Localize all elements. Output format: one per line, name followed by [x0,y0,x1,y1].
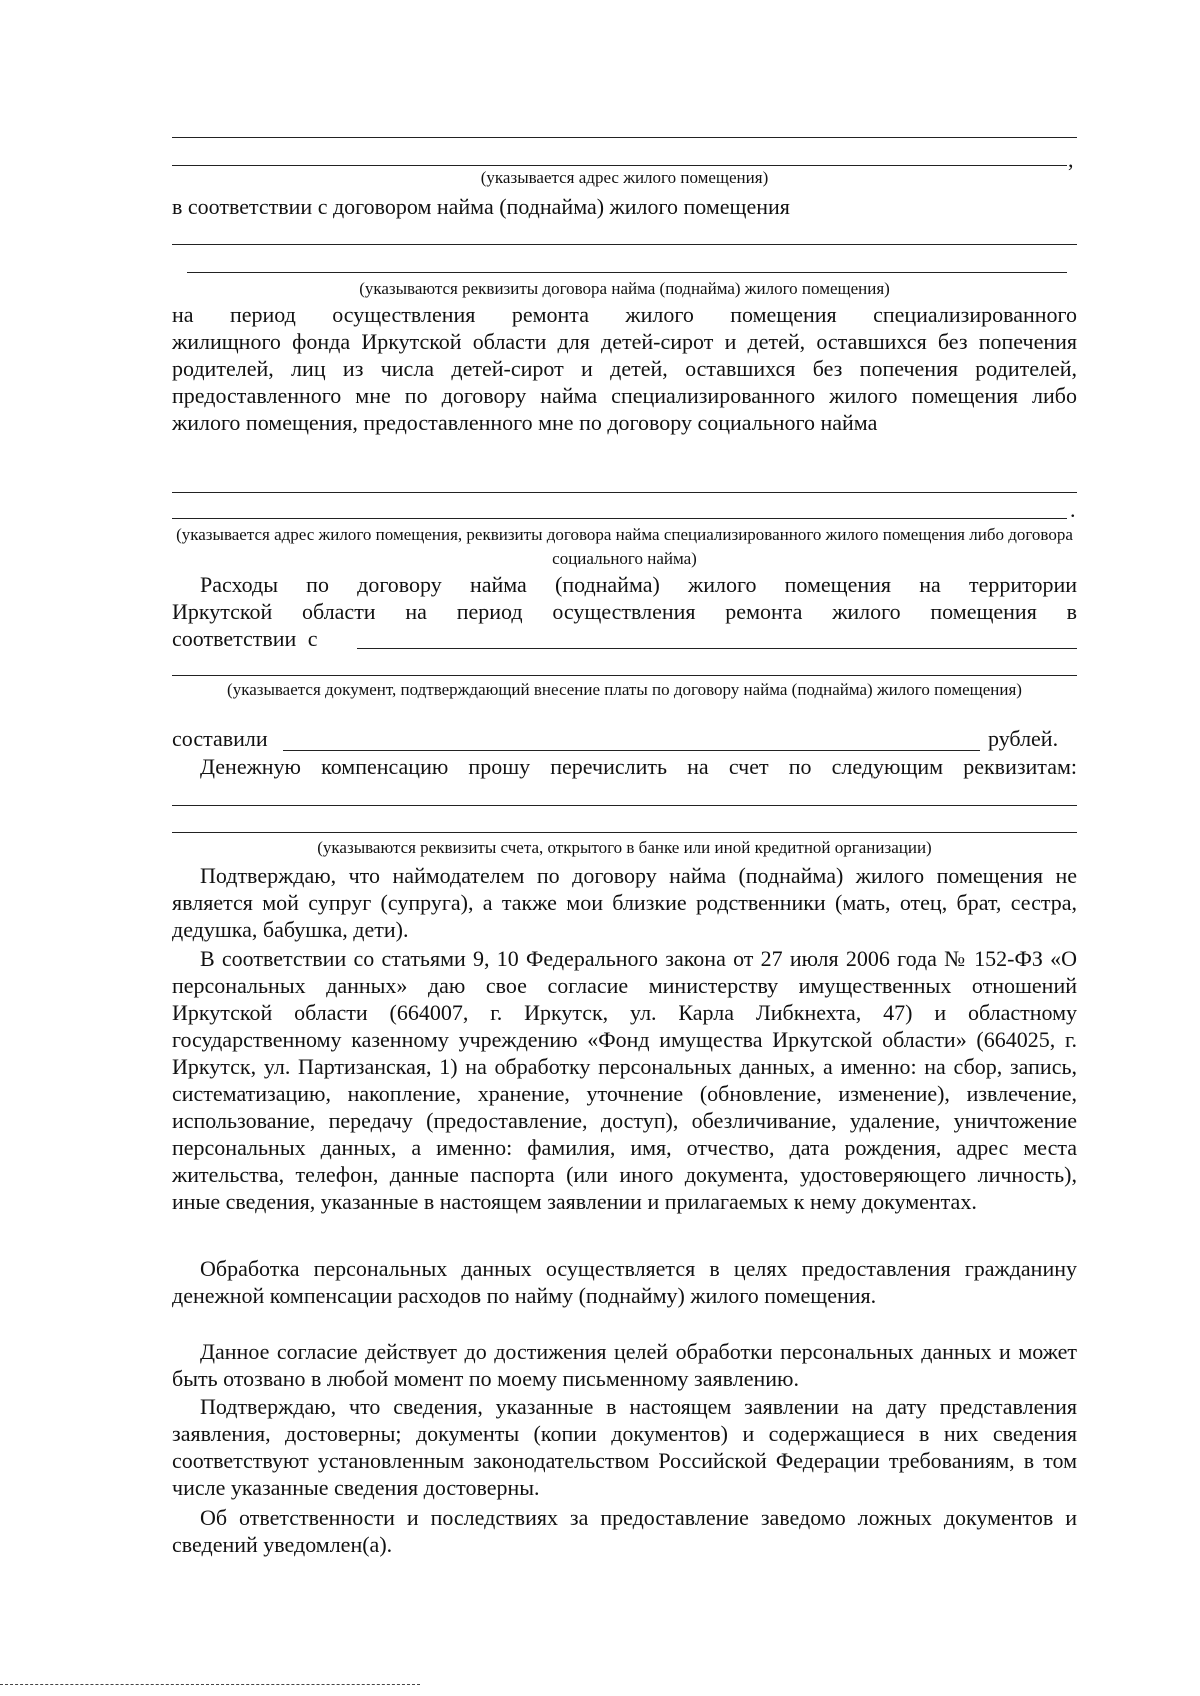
paragraph-responsibility: Об ответственности и последствиях за предоставление заведомо ложных документов и сведений уведомлен(а). [172,1505,1077,1557]
contract-line: в соответствии с договором найма (поднайма) жилого помещения [172,194,790,219]
blank-line [172,244,1077,245]
expenses-line-2: Иркутской области на период осуществления ремонта жилого помещения в [172,599,1077,624]
amount-prefix: составили [172,726,268,751]
blank-line [172,492,1077,493]
compensation-line: Денежную компенсацию прошу перечислить на счет по следующим реквизитам: [200,754,1077,779]
blank-line [172,675,1077,676]
paragraph-consent-validity: Данное согласие действует до достижения целей обработки персональных данных и может быть отозвано в любой момент по моему письменному заявлению. [172,1339,1077,1391]
caption-bank-details: (указываются реквизиты счета, открытого в банке или иной кредитной организации) [317,838,932,857]
paragraph-landlord: Подтверждаю, что наймодателем по договору найма (поднайма) жилого помещения не является мой супруг (супруга), а также мои близкие родственники (мать, отец, брат, сестра, дедушка, бабушка, дети). [172,863,1077,942]
repair-period-paragraph-first-line: на период осуществления ремонта жилого помещения специализированного [172,302,1077,327]
expenses-line-3: соответствии с [172,626,318,651]
scan-edge-line [0,1684,420,1685]
blank-line [172,137,1077,138]
caption-contract-details: (указываются реквизиты договора найма (поднайма) жилого помещения) [359,279,890,298]
caption-special-housing: (указывается адрес жилого помещения, реквизиты договора найма специализированного жилого помещения либо договора социального найма) [176,525,1073,568]
blank-line [357,648,1077,649]
paragraph-confirmation: Подтверждаю, что сведения, указанные в настоящем заявлении на дату представления заявления, достоверны; документы (копии документов) и содержащиеся в них сведения соответствуют установленным законодательством Российской Федерации требованиям, в том числе указанные сведения достоверны. [172,1394,1077,1500]
blank-line [172,518,1067,519]
trailing-comma: , [1068,147,1074,172]
blank-line [187,272,1067,273]
blank-line [172,805,1077,806]
repair-period-paragraph: жилищного фонда Иркутской области для детей-сирот и детей, оставшихся без попечения родителей, лиц из числа детей-сирот и детей, оставшихся без попечения родителей, предоставленного мне по договору найма специализированного жилого помещения либо жилого помещения, предоставленного мне по договору социального найма [172,329,1077,435]
blank-line [172,832,1077,833]
expenses-line-1: Расходы по договору найма (поднайма) жилого помещения на территории [200,572,1077,597]
amount-blank-line [283,750,980,751]
trailing-period: . [1070,497,1076,522]
paragraph-processing-purpose: Обработка персональных данных осуществляется в целях предоставления гражданину денежной компенсации расходов по найму (поднайму) жилого помещения. [172,1256,1077,1308]
caption-address: (указывается адрес жилого помещения) [480,168,769,187]
paragraph-consent: В соответствии со статьями 9, 10 Федерального закона от 27 июля 2006 года № 152-ФЗ «О персональных данных» даю свое согласие министерству имущественных отношений Иркутской области (664007, г. Иркутск, ул. Карла Либкнехта, 47) и областному государственному казенному учреждению «Фонд имущества Иркутской области» (664025, г. Иркутск, ул. Партизанская, 1) на обработку персональных данных, а именно: на сбор, запись, систематизацию, накопление, хранение, уточнение (обновление, изменение), извлечение, использование, передачу (предоставление, доступ), обезличивание, удаление, уничтожение персональных данных, а именно: фамилия, имя, отчество, дата рождения, адрес места жительства, телефон, данные паспорта (или иного документа, удостоверяющего личность), иные сведения, указанные в настоящем заявлении и прилагаемых к нему документах. [172,946,1077,1214]
caption-payment-document: (указывается документ, подтверждающий внесение платы по договору найма (поднайма) жилого помещения) [227,680,1022,699]
amount-suffix: рублей. [988,726,1059,751]
